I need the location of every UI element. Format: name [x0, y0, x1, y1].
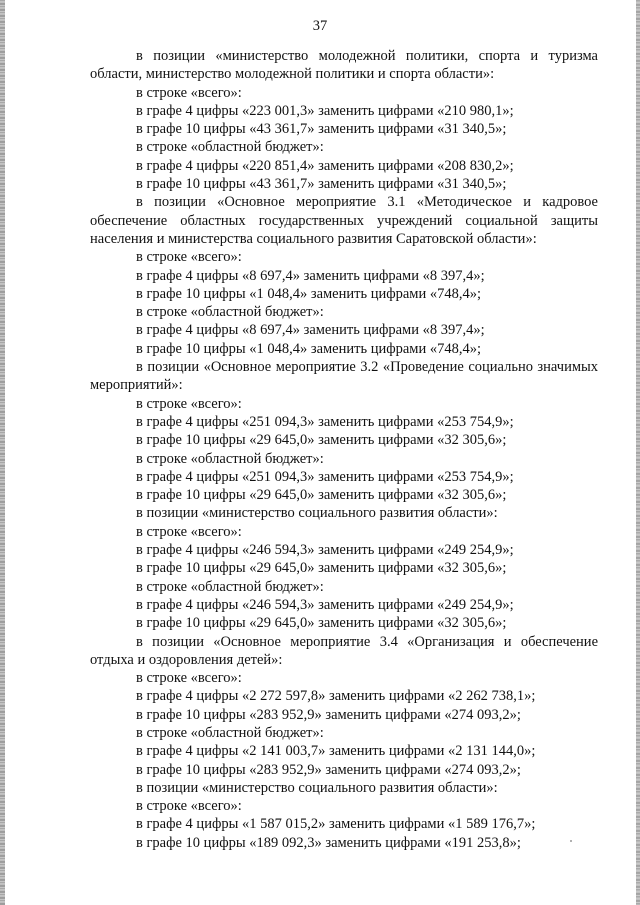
paragraph: в строке «областной бюджет»: — [136, 304, 324, 321]
scan-edge-left — [0, 0, 5, 905]
paragraph: в графе 4 цифры «223 001,3» заменить цифрами «210 980,1»; — [136, 102, 514, 119]
paragraph: в графе 10 цифры «1 048,4» заменить цифрами «748,4»; — [136, 340, 482, 357]
paragraph: в графе 4 цифры «1 587 015,2» заменить цифрами «1 589 176,7»; — [136, 816, 536, 833]
paragraph: в строке «всего»: — [136, 670, 242, 687]
paragraph: в графе 10 цифры «29 645,0» заменить цифрами «32 305,6»; — [136, 432, 507, 449]
paragraph: в строке «областной бюджет»: — [136, 724, 324, 741]
paragraph: в графе 4 цифры «251 094,3» заменить цифрами «253 754,9»; — [136, 413, 514, 430]
paragraph: в графе 4 цифры «251 094,3» заменить цифрами «253 754,9»; — [136, 468, 514, 485]
document-body — [90, 47, 598, 852]
paragraph: в позиции «министерство молодежной политики, спорта и туризма области, министерство молодежной политики и спорта области»: — [90, 48, 598, 83]
page-number: 37 — [312, 18, 328, 34]
scan-speck — [570, 840, 572, 842]
paragraph: в строке «всего»: — [136, 84, 242, 101]
paragraph: в графе 4 цифры «2 272 597,8» заменить цифрами «2 262 738,1»; — [136, 688, 536, 705]
paragraph: в строке «всего»: — [136, 798, 242, 815]
paragraph: в графе 4 цифры «2 141 003,7» заменить цифрами «2 131 144,0»; — [136, 743, 536, 760]
paragraph: в строке «областной бюджет»: — [136, 578, 324, 595]
scan-edge-right — [636, 0, 640, 905]
paragraph: в графе 10 цифры «1 048,4» заменить цифрами «748,4»; — [136, 285, 482, 302]
paragraph: в графе 10 цифры «283 952,9» заменить цифрами «274 093,2»; — [136, 761, 521, 778]
paragraph: в позиции «министерство социального развития области»: — [136, 505, 498, 522]
paragraph: в строке «всего»: — [136, 395, 242, 412]
paragraph: в графе 4 цифры «8 697,4» заменить цифрами «8 397,4»; — [136, 267, 485, 284]
paragraph: в позиции «Основное мероприятие 3.2 «Проведение социально значимых мероприятий»: — [90, 359, 598, 394]
paragraph: в строке «всего»: — [136, 523, 242, 540]
paragraph: в позиции «Основное мероприятие 3.4 «Организация и обеспечение отдыха и оздоровления детей»: — [90, 633, 598, 668]
paragraph: в графе 10 цифры «29 645,0» заменить цифрами «32 305,6»; — [136, 560, 507, 577]
paragraph: в строке «областной бюджет»: — [136, 139, 324, 156]
paragraph: в графе 4 цифры «8 697,4» заменить цифрами «8 397,4»; — [136, 322, 485, 339]
paragraph: в графе 10 цифры «29 645,0» заменить цифрами «32 305,6»; — [136, 615, 507, 632]
paragraph: в графе 4 цифры «220 851,4» заменить цифрами «208 830,2»; — [136, 157, 514, 174]
paragraph: в графе 10 цифры «43 361,7» заменить цифрами «31 340,5»; — [136, 121, 507, 138]
paragraph: в позиции «министерство социального развития области»: — [136, 779, 498, 796]
paragraph: в графе 10 цифры «43 361,7» заменить цифрами «31 340,5»; — [136, 176, 507, 193]
paragraph: в позиции «Основное мероприятие 3.1 «Методическое и кадровое обеспечение областных государственных учреждений социальной защиты населения и министерства социального развития Саратовской области»: — [90, 194, 598, 247]
paragraph: в строке «всего»: — [136, 249, 242, 266]
paragraph: в графе 4 цифры «246 594,3» заменить цифрами «249 254,9»; — [136, 542, 514, 559]
paragraph: в графе 10 цифры «283 952,9» заменить цифрами «274 093,2»; — [136, 706, 521, 723]
paragraph: в графе 4 цифры «246 594,3» заменить цифрами «249 254,9»; — [136, 596, 514, 613]
paragraph: в графе 10 цифры «189 092,3» заменить цифрами «191 253,8»; — [136, 834, 521, 851]
paragraph: в графе 10 цифры «29 645,0» заменить цифрами «32 305,6»; — [136, 487, 507, 504]
paragraph: в строке «областной бюджет»: — [136, 450, 324, 467]
